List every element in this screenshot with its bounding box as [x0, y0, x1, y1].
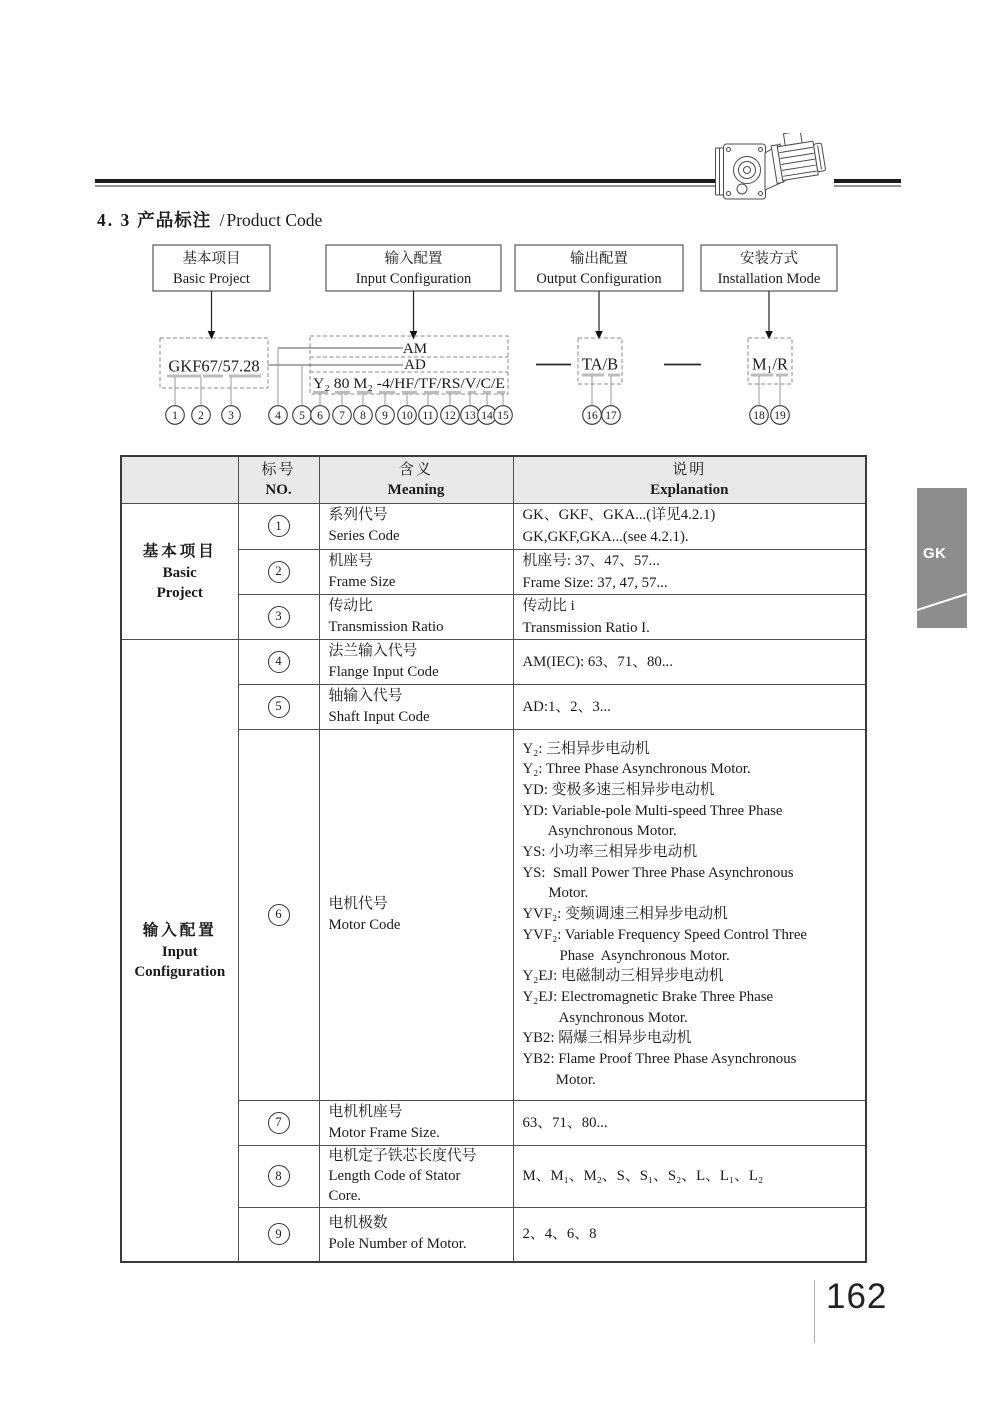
row-explanation-cell: Y₂: 三相异步电动机 Y₂: Three Phase Asynchronous Motor. YD: 变极多速三相异步电动机 YD: Variable-pole Multi-speed Three Phase Asynchronous Motor. YS: 小功率三相异步电动机 YS: Small Power Three Phase Asynchronous Motor. YVF₂: 变频调速三相异步电动机 YVF₂: Variable Frequency Speed Control Three Phase Asynchronous Motor. Y₂EJ: 电磁制动三相异步电动机 Y₂EJ: Electromagnetic Brake Three Phase Asynchronous Motor. YB2: 隔爆三相异步电动机 YB2: Flame Proof Three Phase Asynchronous Motor.: [513, 729, 866, 1100]
flow-box-basic-project: [153, 245, 270, 291]
code-installation: M₁/R: [751, 354, 789, 374]
header-rule-right-thin: [834, 185, 901, 187]
flow-box-input-cjk: 输入配置: [384, 251, 443, 267]
position-markers: [166, 406, 790, 425]
header-explanation: [513, 456, 866, 503]
marker-9: 9: [382, 410, 388, 423]
marker-13: 13: [464, 410, 476, 423]
title-separator: /: [219, 210, 225, 230]
marker-10: 10: [401, 410, 413, 423]
row-explanation-cell: AD:1、2、3...: [513, 684, 866, 729]
row-no-cell: [238, 1100, 319, 1145]
row-meaning-cell: 轴输入代号 Shaft Input Code: [319, 684, 513, 729]
row-no-cell: [238, 684, 319, 729]
code-flange-input: AM: [402, 341, 428, 357]
table-row: [121, 639, 866, 684]
section-title-en: Product Code: [226, 210, 323, 230]
group-input-cjk: 输入配置: [142, 922, 217, 940]
flow-box-install-en: Installation Mode: [717, 271, 821, 287]
marker-11: 11: [422, 410, 434, 423]
marker-4: 4: [275, 410, 281, 423]
table-row: [121, 503, 866, 549]
row-meaning-cell: 机座号 Frame Size: [319, 549, 513, 594]
row-meaning-cell: 电机极数 Pole Number of Motor.: [319, 1207, 513, 1262]
marker-2: 2: [198, 410, 204, 423]
marker-1: 1: [172, 410, 178, 423]
header-no: [238, 456, 319, 503]
page-number-rule: [814, 1280, 815, 1343]
row-no-cell: [238, 1207, 319, 1262]
row-meaning-cell: 传动比 Transmission Ratio: [319, 594, 513, 639]
row-explanation-cell: 2、4、6、8: [513, 1207, 866, 1262]
group-input-configuration: [121, 639, 238, 1262]
marker-17: 17: [605, 410, 617, 423]
row-meaning-cell: 电机定子铁芯长度代号 Length Code of Stator Core.: [319, 1145, 513, 1207]
marker-19: 19: [774, 410, 786, 423]
flow-box-output-cjk: 输出配置: [570, 251, 628, 267]
header-meaning-en: Meaning: [387, 481, 445, 498]
row-no-cell: [238, 639, 319, 684]
header-no-cjk: 标号: [261, 461, 296, 478]
flow-box-basic-cjk: 基本项目: [182, 251, 241, 267]
flow-box-output-en: Output Configuration: [536, 271, 662, 287]
code-output: TA/B: [581, 354, 619, 374]
row-no-cell: [238, 594, 319, 639]
marker-15: 15: [497, 410, 509, 423]
row-explanation-cell: 机座号: 37、47、57... Frame Size: 37, 47, 57...: [513, 549, 866, 594]
row-meaning-cell: 电机机座号 Motor Frame Size.: [319, 1100, 513, 1145]
product-code-table: [120, 455, 867, 1263]
row-number-badge: 9: [268, 1223, 290, 1245]
row-number-badge: 1: [268, 515, 290, 537]
header-meaning-cjk: 含义: [398, 461, 433, 478]
row-number-badge: 8: [268, 1165, 290, 1187]
header-no-en: NO.: [265, 481, 292, 498]
row-explanation-cell: AM(IEC): 63、71、80...: [513, 639, 866, 684]
marker-12: 12: [444, 410, 456, 423]
flow-box-output-configuration: [515, 245, 683, 291]
marker-16: 16: [586, 410, 598, 423]
side-tab-label: GK: [923, 545, 947, 562]
side-tab-diagonal-line: [917, 488, 967, 628]
flow-box-input-configuration: [326, 245, 501, 291]
header-explanation-en: Explanation: [650, 481, 729, 498]
page-number: 162: [826, 1277, 888, 1316]
header-explanation-cjk: 说明: [672, 461, 707, 478]
section-title: [97, 207, 322, 232]
flow-box-input-en: Input Configuration: [355, 271, 472, 287]
side-tab-gk: [917, 488, 967, 628]
row-no-cell: [238, 549, 319, 594]
marker-6: 6: [317, 410, 323, 423]
row-number-badge: 5: [268, 696, 290, 718]
product-code-diagram: [90, 240, 910, 430]
marker-18: 18: [753, 410, 765, 423]
group-basic-cjk: 基本项目: [142, 543, 217, 560]
group-basic-project: [121, 503, 238, 639]
row-explanation-cell: M、M₁、M₂、S、S₁、S₂、L、L₁、L₂: [513, 1145, 866, 1207]
code-basic: GKF67/57.28: [168, 356, 260, 376]
row-meaning-cell: 系列代号 Series Code: [319, 503, 513, 549]
header-rule-left-thick: [95, 179, 726, 183]
flow-box-install-cjk: 安装方式: [740, 251, 798, 267]
row-explanation-cell: 传动比 i Transmission Ratio I.: [513, 594, 866, 639]
row-no-cell: [238, 503, 319, 549]
group-input-en: Input Configuration: [134, 944, 226, 981]
flow-box-installation-mode: [701, 245, 837, 291]
code-motor: Y₂ 80 M₂ -4/HF/TF/RS/V/C/E: [313, 376, 505, 392]
row-no-cell: [238, 729, 319, 1100]
flow-arrows: [208, 291, 773, 340]
row-explanation-cell: 63、71、80...: [513, 1100, 866, 1145]
row-meaning-cell: 电机代号 Motor Code: [319, 729, 513, 1100]
flow-box-basic-en: Basic Project: [173, 271, 250, 287]
row-number-badge: 4: [268, 651, 290, 673]
row-number-badge: 2: [268, 561, 290, 583]
header-group-cell: [121, 456, 238, 503]
marker-7: 7: [339, 410, 345, 423]
code-shaft-input: AD: [404, 357, 426, 373]
marker-8: 8: [360, 410, 366, 423]
gearmotor-illustration: [714, 133, 838, 207]
section-title-cjk: 产品标注: [137, 210, 212, 230]
section-number: 4. 3: [97, 210, 132, 230]
marker-5: 5: [299, 410, 305, 423]
table-header-row: [121, 456, 866, 503]
row-number-badge: 3: [268, 606, 290, 628]
row-meaning-cell: 法兰输入代号 Flange Input Code: [319, 639, 513, 684]
marker-14: 14: [481, 410, 493, 423]
row-no-cell: [238, 1145, 319, 1207]
header-rule-left-thin: [95, 185, 726, 187]
row-explanation-cell: GK、GKF、GKA...(详见4.2.1) GK,GKF,GKA...(see 4.2.1).: [513, 503, 866, 549]
row-number-badge: 6: [268, 904, 290, 926]
header-meaning: [319, 456, 513, 503]
marker-3: 3: [228, 410, 234, 423]
group-basic-en: Basic Project: [156, 565, 203, 601]
row-number-badge: 7: [268, 1112, 290, 1134]
header-rule-right-thick: [834, 179, 901, 183]
